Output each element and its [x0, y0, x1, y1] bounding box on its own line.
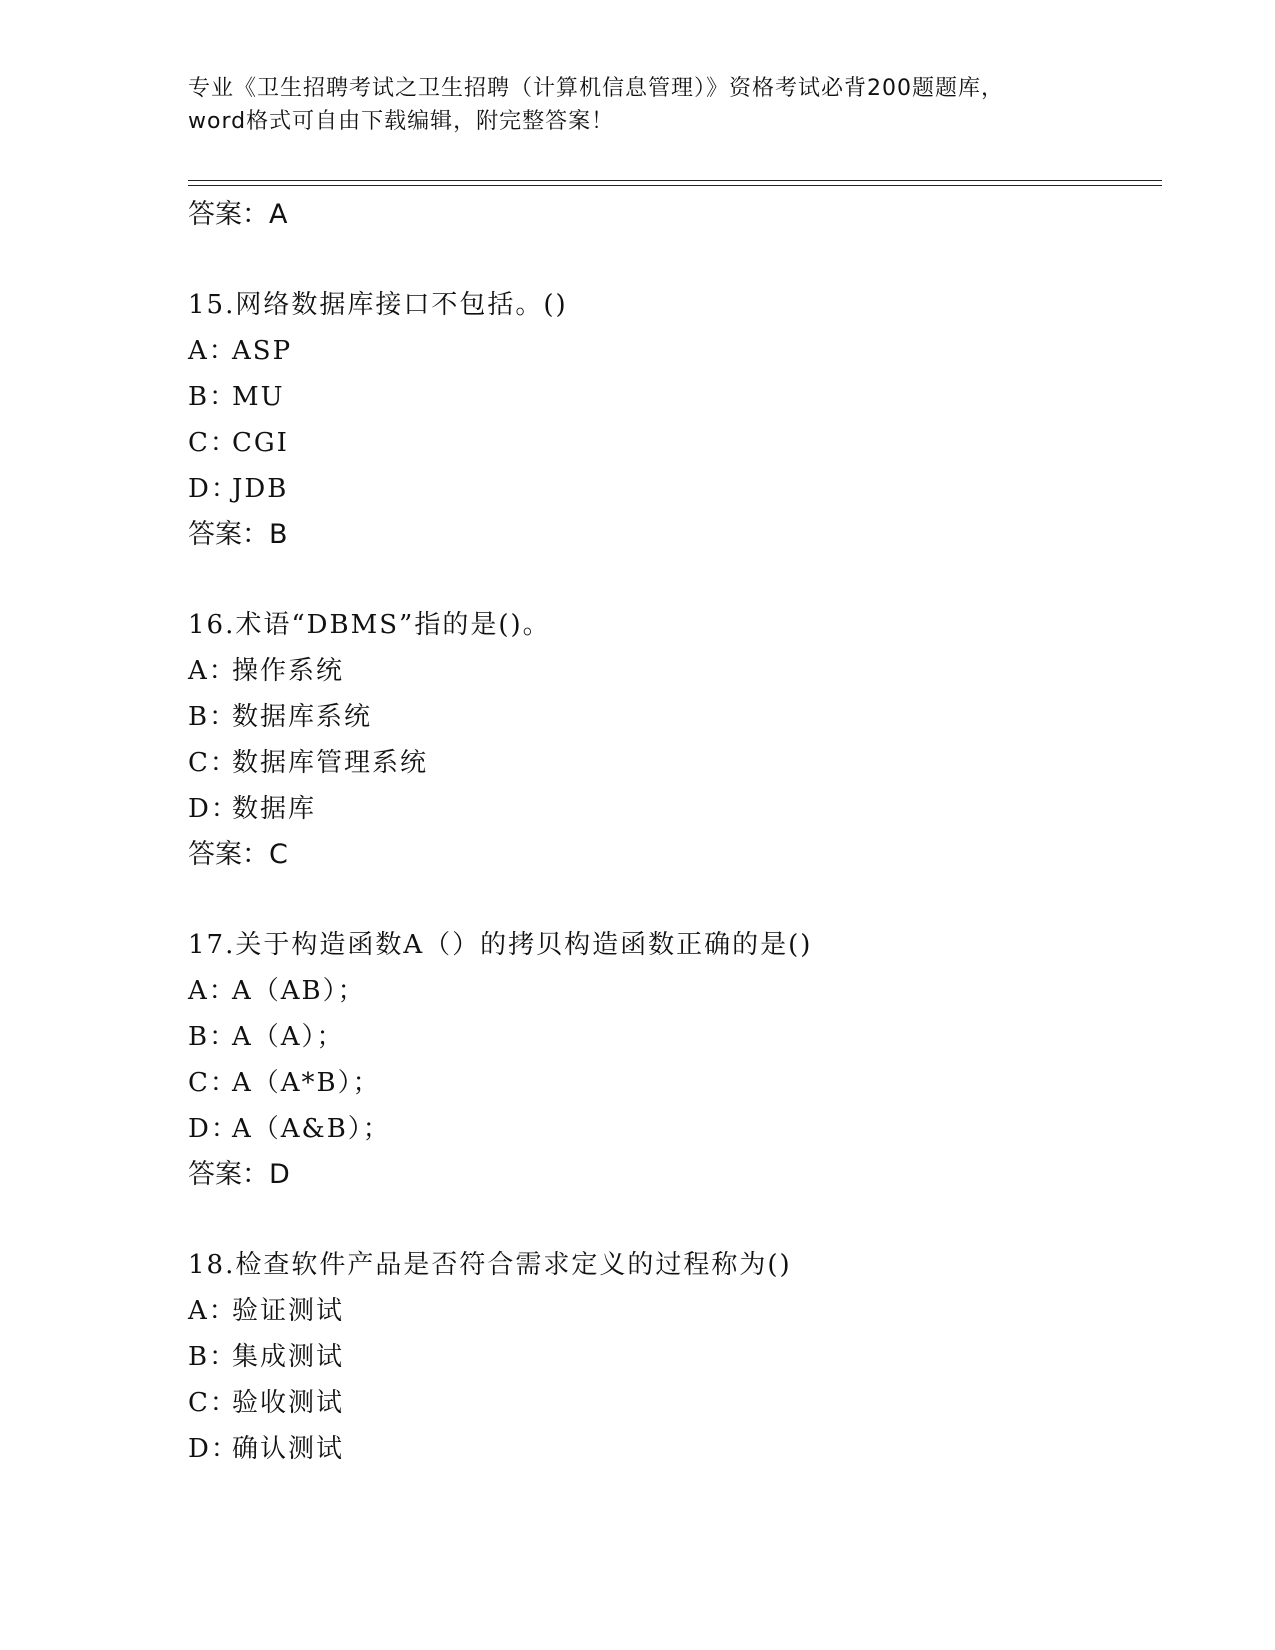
- option-key: D：: [188, 1434, 239, 1464]
- option-text: 验证测试: [232, 1296, 345, 1326]
- option-text: ASP: [232, 336, 293, 366]
- option-text: 数据库系统: [232, 702, 373, 732]
- option-text: 数据库: [232, 794, 317, 824]
- answer-value: C: [269, 839, 288, 870]
- option-a: [188, 1288, 1148, 1334]
- question-18: [188, 1242, 1148, 1472]
- option-text: A（AB）；: [232, 976, 366, 1006]
- option-key: D：: [188, 1114, 239, 1144]
- answer-value: D: [269, 1159, 290, 1190]
- question-list: [188, 192, 1148, 1472]
- option-c: [188, 420, 1148, 466]
- option-d: [188, 466, 1148, 512]
- question-15: [188, 282, 1148, 558]
- option-d: [188, 1106, 1148, 1152]
- answer-line: [188, 512, 1148, 558]
- answer-value: B: [269, 519, 288, 550]
- option-b: [188, 694, 1148, 740]
- question-17: [188, 922, 1148, 1198]
- option-key: D：: [188, 794, 239, 824]
- option-key: B：: [188, 1022, 238, 1052]
- option-text: 操作系统: [232, 656, 345, 686]
- answer-line-q14: [188, 192, 1148, 238]
- option-a: [188, 968, 1148, 1014]
- question-stem: 18.检查软件产品是否符合需求定义的过程称为(): [188, 1250, 792, 1280]
- option-key: B：: [188, 382, 238, 412]
- question-16: [188, 602, 1148, 878]
- answer-label: 答案：: [188, 199, 269, 230]
- option-c: [188, 1060, 1148, 1106]
- option-key: C：: [188, 748, 238, 778]
- option-text: A（A）；: [232, 1022, 345, 1052]
- option-c: [188, 740, 1148, 786]
- question-stem: 15.网络数据库接口不包括。(): [188, 290, 568, 320]
- document-header: [188, 72, 1088, 138]
- answer-label: 答案：: [188, 1159, 269, 1190]
- option-text: A（A*B）；: [232, 1068, 381, 1098]
- header-title-line-2: word格式可自由下载编辑，附完整答案！: [188, 109, 615, 134]
- option-key: A：: [188, 976, 237, 1006]
- option-a: [188, 328, 1148, 374]
- question-stem: 16.术语“DBMS”指的是()。: [188, 610, 551, 640]
- option-key: C：: [188, 1068, 238, 1098]
- header-divider-top: [188, 180, 1162, 181]
- option-c: [188, 1380, 1148, 1426]
- answer-label: 答案：: [188, 839, 269, 870]
- option-key: C：: [188, 1388, 238, 1418]
- option-d: [188, 1426, 1148, 1472]
- option-b: [188, 1014, 1148, 1060]
- option-key: A：: [188, 656, 237, 686]
- option-a: [188, 648, 1148, 694]
- option-key: A：: [188, 1296, 237, 1326]
- option-text: A（A&B）；: [232, 1114, 391, 1144]
- answer-value: A: [269, 199, 288, 230]
- option-key: A：: [188, 336, 237, 366]
- header-title-line-1: 专业《卫生招聘考试之卫生招聘（计算机信息管理）》资格考试必背200题题库，: [188, 76, 1004, 101]
- option-text: 验收测试: [232, 1388, 345, 1418]
- option-key: B：: [188, 1342, 238, 1372]
- option-text: CGI: [232, 428, 289, 458]
- option-key: B：: [188, 702, 238, 732]
- option-text: 确认测试: [232, 1434, 345, 1464]
- answer-label: 答案：: [188, 519, 269, 550]
- option-text: MU: [232, 382, 285, 412]
- option-b: [188, 1334, 1148, 1380]
- answer-line: [188, 1152, 1148, 1198]
- option-key: C：: [188, 428, 238, 458]
- header-divider-bottom: [188, 185, 1162, 186]
- option-key: D：: [188, 474, 239, 504]
- option-text: 数据库管理系统: [232, 748, 429, 778]
- option-b: [188, 374, 1148, 420]
- option-text: 集成测试: [232, 1342, 345, 1372]
- option-d: [188, 786, 1148, 832]
- question-stem: 17.关于构造函数A（）的拷贝构造函数正确的是(): [188, 930, 813, 960]
- option-text: JDB: [232, 474, 289, 504]
- answer-line: [188, 832, 1148, 878]
